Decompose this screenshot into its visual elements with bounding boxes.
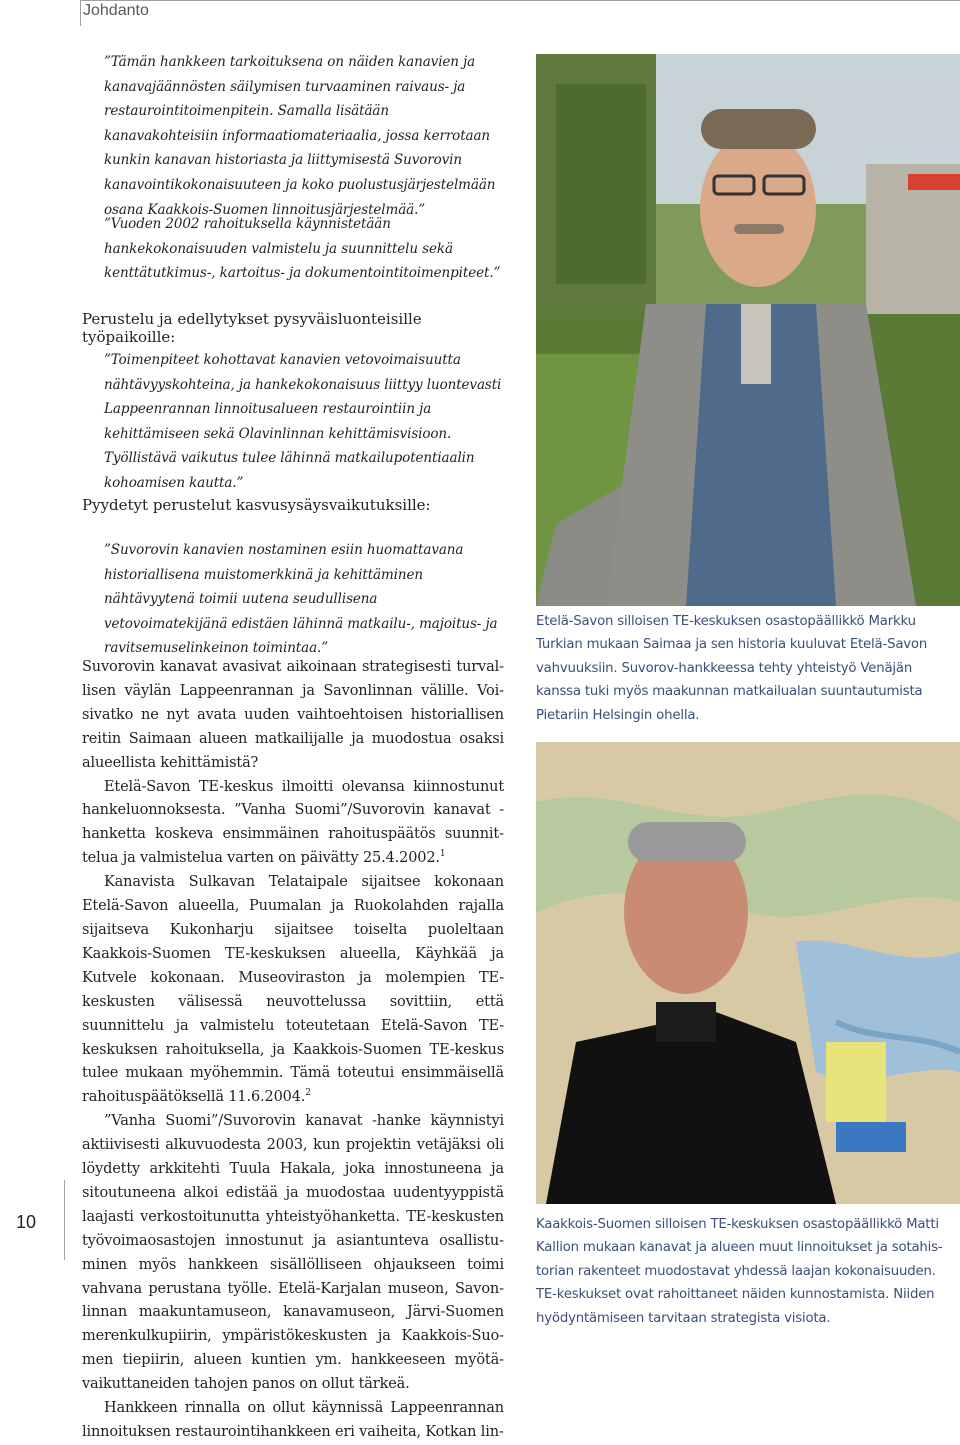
footnote-ref: 2: [305, 1088, 311, 1099]
heading-growth-effects: Pyydetyt perustelut kasvusysäysvaikutuksille:: [82, 496, 431, 514]
paragraph: ”Vanha Suomi”/Suvorovin kanavat -hanke käynnistyi aktiivisesti alkuvuodesta 2003, kun projektin vetäjäksi oli löydetty arkkitehti Tuula Hakala, joka innostuneena ja sitoutuneena alkoi edistää ja muodostaa uudentyyppistä laajasti verkostoitunutta yhteistyöhanketta. TE-keskusten työvoimaosastojen innostunut ja asiantunteva osallistuminen myös hankkeen sisällölliseen ohjaukseen toimi vahvana perustana työlle. Etelä-Karjalan museon, Savonlinnan maakuntamuseon, kanavamuseon, Järvi-Suomen merenkulkupiirin, ympäristökeskusten ja Kaakkois-Suomen tiepiirin, alueen kuntien ym. hankkeeseen myötävaikuttaneiden tahojen panos on ollut tärkeä.: [82, 1113, 504, 1393]
caption-photo-2: Kaakkois-Suomen silloisen TE-keskuksen osastopäällikkö Matti Kallion mukaan kanavat ja alueen muut linnoitukset ja sotahistorian rakenteet muodostavat yhdessä laajan kokonaisuuden. TE-keskukset ovat rahoittaneet näiden kunnostamista. Niiden hyödyntämiseen tarvitaan strategista visiota.: [536, 1217, 943, 1326]
heading-employment: Perustelu ja edellytykset pysyväisluonteisille työpaikoille:: [82, 310, 422, 346]
quote-text: ”Vuoden 2002 rahoituksella käynnistetään hankekokonaisuuden valmistelu ja suunnittelu sekä kenttätutkimus-, kartoitus- ja dokumentointitoimenpiteet.”: [104, 216, 501, 282]
footnote-ref: 1: [439, 849, 446, 860]
quote-text: ”Tämän hankkeen tarkoituksena on näiden kanavien ja kanavajäännösten säilymisen turvaaminen raivaus- ja restaurointitoimenpitein. Samalla lisätään kanavakohteisiin informaatiomateriaalia, jossa kerrotaan kunkin kanavan historiasta ja liittymisestä Suvorovin kanavointikokonaisuuteen ja koko puolustusjärjestelmään osana Kaakkois-Suomen linnoitusjärjestelmää.”: [104, 54, 496, 218]
portrait-outdoor-illustration: [536, 54, 960, 606]
section-title: Johdanto: [83, 2, 149, 19]
paragraph: Kanavista Sulkavan Telataipale sijaitsee kokonaan Etelä-Savon alueella, Puumalan ja Ruokolahden rajalla sijaitseva Kukonharju sijaitsee toiselta puoleltaan Kaakkois-Suomen TE-keskuksen alueella, Käyhkää ja Kutvele kokonaan. Museoviraston ja molempien TE-keskusten välisessä neuvottelussa sovittiin, että suunnittelu ja valmistelu toteutetaan Etelä-Savon TE-keskuksen rahoituksella, ja Kaakkois-Suomen TE-keskus tulee mukaan myöhemmin. Tämä toteutui ensimmäisellä rahoituspäätöksellä 11.6.2004.$^2$: [82, 874, 504, 1106]
header-rule: [80, 0, 960, 1]
paragraph: Etelä-Savon TE-keskus ilmoitti olevansa kiinnostunut hankeluonnoksesta. ”Vanha Suomi”/Suvorovin kanavat -hanketta koskeva ensimmäinen rahoituspäätös suunnittelua ja valmistelua varten on päivätty 25.4.2002.$^1$: [82, 778, 504, 867]
page-number-rule: [64, 1180, 65, 1260]
quote-text: ”Toimenpiteet kohottavat kanavien vetovoimaisuutta nähtävyyskohteina, ja hankekokonaisuus liittyy luontevasti Lappeenrannan linnoitusalueen restaurointiin ja kehittämiseen sekä Olavinlinnan kehittämisvisioon. Työllistävä vaikutus tulee lähinnä matkailupotentiaalin kohoamisen kautta.”: [104, 352, 502, 491]
page-header: [0, 0, 960, 26]
quote-attraction: [104, 538, 504, 661]
caption-photo-1: Etelä-Savon silloisen TE-keskuksen osastopäällikkö Markku Turkian mukaan Saimaa ja sen historia kuuluvat Etelä-Savon vahvuuksiin. Suvorov-hankkeessa tehty yhteistyö Venäjän kanssa tuki myös maakunnan matkailualan suuntautumista Pietariin Helsingin ohella.: [536, 614, 928, 723]
photo-markku-turkia: [536, 54, 960, 606]
quote-text: ”Suvorovin kanavien nostaminen esiin huomattavana historiallisena muistomerkkinä ja kehittäminen nähtävyytenä toimii uutena seudullisena vetovoimatekijänä edistäen lähinnä matkailu-, majoitus- ja ravitsemuselinkeinon toimintaa.”: [104, 542, 498, 657]
portrait-map-illustration: [536, 742, 960, 1204]
body-text: [82, 656, 504, 1445]
header-vertical-rule: [80, 0, 81, 26]
quote-project-aim: [104, 50, 504, 222]
quote-funding-2002: [104, 212, 504, 286]
quote-measures: [104, 348, 504, 496]
photo-matti-kallio: [536, 742, 960, 1204]
paragraph: Suvorovin kanavat avasivat aikoinaan strategisesti turvallisen väylän Lappeenrannan ja Savonlinnan välille. Voisivatko ne nyt avata uuden vaihtoehtoisen historiallisen reitin Saimaan alueen matkailijalle ja muodostua osaksi alueellista kehittämistä?: [82, 659, 504, 771]
page-number: 10: [16, 1212, 37, 1232]
paragraph: Hankkeen rinnalla on ollut käynnissä Lappeenrannan linnoituksen restaurointihankkeen eri vaiheita, Kotkan lin-: [82, 1400, 504, 1440]
